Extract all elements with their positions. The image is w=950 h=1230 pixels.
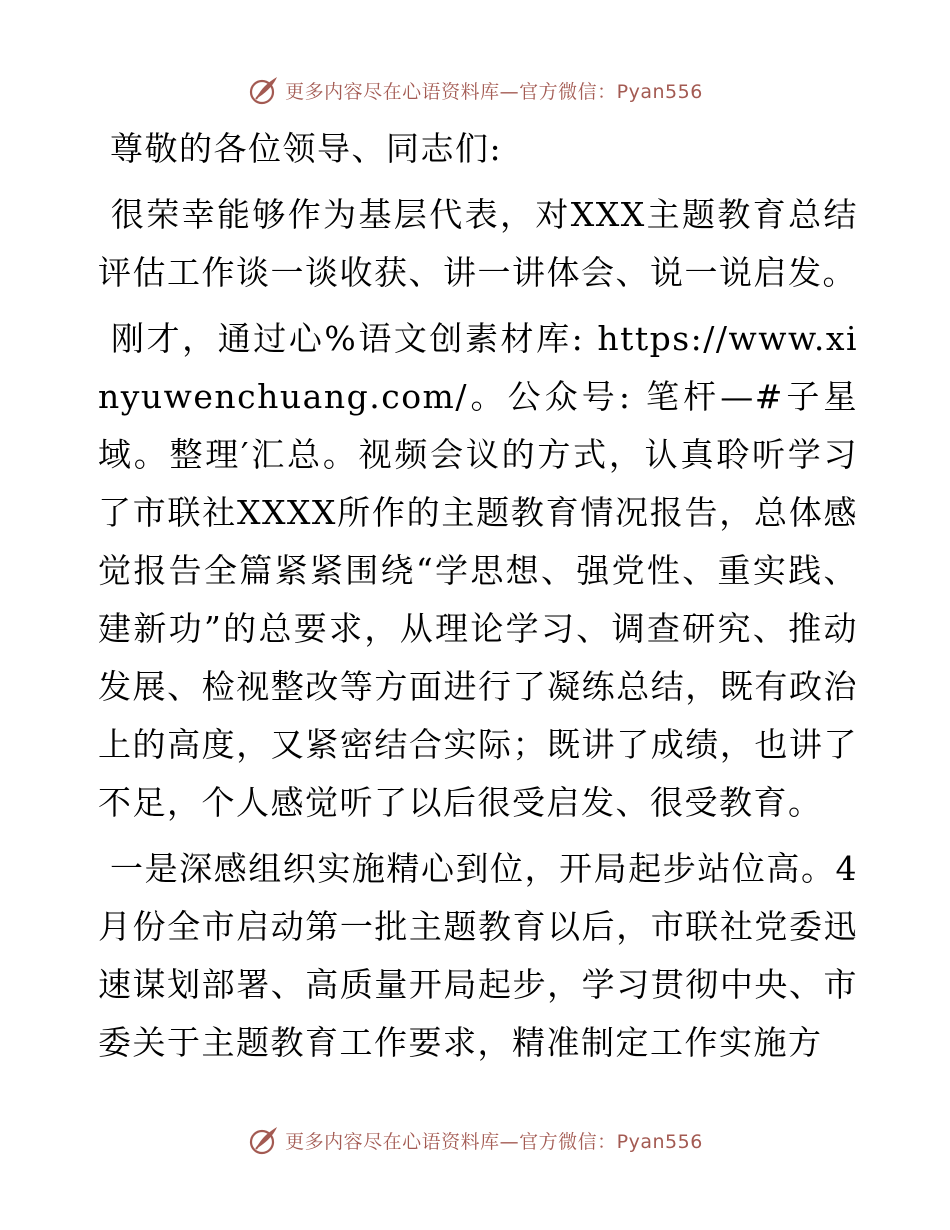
watermark-text: 更多内容尽在心语资料库—官方微信：Pyan556 bbox=[285, 80, 703, 103]
watermark-text: 更多内容尽在心语资料库—官方微信：Pyan556 bbox=[285, 1130, 703, 1153]
paragraph-3-text: 一是深感组织实施精心到位，开局起步站位高。4月份全市启动第一批主题教育以后，市联社党委迅速谋划部署、高质量开局起步，学习贯彻中央、市委关于主题教育工作要求，精准制定工作实施方 bbox=[98, 849, 858, 1062]
paragraph-2-text: 刚才，通过心%语文创素材库: https://www.xinyuwenchuang.com/。公众号: 笔杆—#子星域。整理′汇总。视频会议的方式，认真聆听学习了市联社XXXX所作的主题教育情况报告，总体感觉报告全篇紧紧围绕“学思想、强党性、重实践、建新功”的总要求，从理论学习、调查研究、推动发展、检视整改等方面进行了凝练总结，既有政治上的高度，又紧密结合实际；既讲了成绩，也讲了不足，个人感觉听了以后很受启发、很受教育。 bbox=[98, 319, 858, 822]
greeting-text: 尊敬的各位领导、同志们: bbox=[110, 129, 503, 168]
greeting bbox=[98, 120, 858, 178]
paragraph-1-text: 很荣幸能够作为基层代表，对XXX主题教育总结评估工作谈一谈收获、讲一讲体会、说一说启发。 bbox=[98, 195, 858, 292]
header-watermark bbox=[0, 70, 950, 110]
paragraph-1 bbox=[98, 186, 858, 302]
paragraph-3 bbox=[98, 840, 858, 1072]
footer-watermark bbox=[0, 1120, 950, 1160]
document-body bbox=[98, 120, 858, 1072]
paragraph-2 bbox=[98, 310, 858, 832]
feather-pen-circle-icon bbox=[247, 73, 281, 107]
feather-pen-circle-icon bbox=[247, 1123, 281, 1157]
